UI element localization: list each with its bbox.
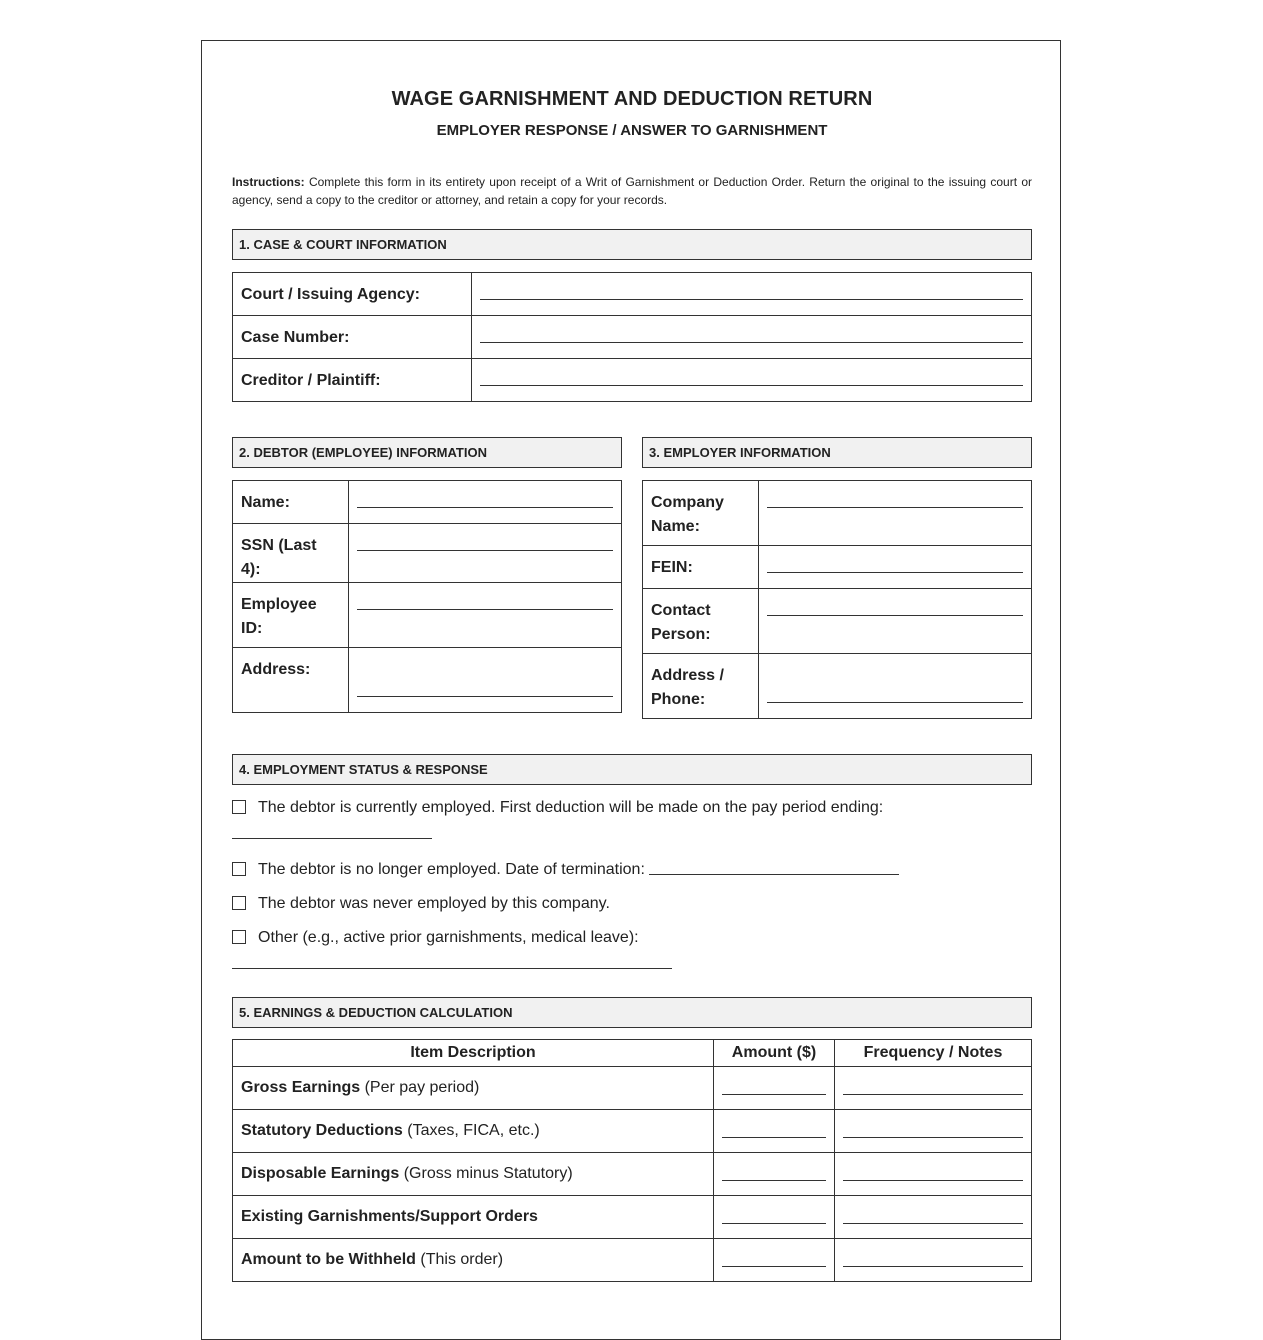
form-subtitle: EMPLOYER RESPONSE / ANSWER TO GARNISHMENT: [436, 122, 828, 139]
table-row: [233, 1067, 1032, 1110]
form-page: [201, 40, 1061, 1340]
row-note: (Taxes, FICA, etc.): [402, 1122, 540, 1139]
notes-field[interactable]: [835, 1153, 1032, 1196]
notes-field[interactable]: [835, 1239, 1032, 1282]
terminated-checkbox[interactable]: [232, 862, 246, 876]
table-row: [233, 1196, 1032, 1239]
amount-field[interactable]: [714, 1110, 835, 1153]
case-court-table: [232, 272, 1032, 402]
employed-checkbox[interactable]: [232, 800, 246, 814]
notes-field[interactable]: [835, 1067, 1032, 1110]
never-employed-label: The debtor was never employed by this company.: [258, 895, 610, 912]
terminated-label: The debtor is no longer employed. Date of termination:: [258, 861, 645, 878]
case-number-label: Case Number:: [233, 316, 472, 359]
court-agency-field[interactable]: [472, 273, 1032, 316]
amount-field[interactable]: [714, 1239, 835, 1282]
section-1-heading: 1. CASE & COURT INFORMATION: [232, 229, 1032, 260]
table-row: [233, 1153, 1032, 1196]
debtor-name-label: Name:: [233, 481, 349, 524]
earnings-table: [232, 1039, 1032, 1282]
section-5-heading: 5. EARNINGS & DEDUCTION CALCULATION: [232, 997, 1032, 1028]
contact-person-field[interactable]: [759, 589, 1032, 654]
employer-table: [642, 480, 1032, 719]
row-label: Statutory Deductions: [241, 1122, 403, 1139]
debtor-address-field[interactable]: [349, 648, 622, 713]
employee-id-label: Employee ID:: [233, 583, 349, 648]
row-label: Amount to be Withheld: [241, 1251, 416, 1268]
pay-period-ending-line[interactable]: [232, 838, 432, 839]
debtor-ssn-label: SSN (Last 4):: [233, 524, 349, 583]
amount-field[interactable]: [714, 1067, 835, 1110]
row-description: [233, 1067, 714, 1110]
instructions-label: Instructions:: [232, 175, 305, 189]
status-option-employed: [232, 799, 883, 817]
notes-field[interactable]: [835, 1110, 1032, 1153]
creditor-plaintiff-label: Creditor / Plaintiff:: [233, 359, 472, 402]
col-amount: Amount ($): [714, 1040, 835, 1067]
court-agency-label: Court / Issuing Agency:: [233, 273, 472, 316]
instructions: [232, 173, 1032, 209]
table-row: [233, 1239, 1032, 1282]
earnings-header-row: [233, 1040, 1032, 1067]
amount-field[interactable]: [714, 1196, 835, 1239]
debtor-ssn-field[interactable]: [349, 524, 622, 583]
row-note: (Per pay period): [360, 1079, 480, 1096]
row-description: [233, 1239, 714, 1282]
row-note: (This order): [415, 1251, 504, 1268]
debtor-name-field[interactable]: [349, 481, 622, 524]
section-4-heading: 4. EMPLOYMENT STATUS & RESPONSE: [232, 754, 1032, 785]
instructions-text: Complete this form in its entirety upon receipt of a Writ of Garnishment or Deduction Order. Return the original to the issuing court or agency, send a copy to the creditor or attorney, and retain a copy for your records.: [232, 175, 1032, 207]
col-item-description: Item Description: [233, 1040, 714, 1067]
creditor-plaintiff-field[interactable]: [472, 359, 1032, 402]
status-option-other: [232, 929, 639, 947]
other-label: Other (e.g., active prior garnishments, medical leave):: [258, 929, 639, 946]
row-note: (Gross minus Statutory): [399, 1165, 573, 1182]
col-frequency-notes: Frequency / Notes: [835, 1040, 1032, 1067]
section-2-heading: 2. DEBTOR (EMPLOYEE) INFORMATION: [232, 437, 622, 468]
never-employed-checkbox[interactable]: [232, 896, 246, 910]
employee-id-field[interactable]: [349, 583, 622, 648]
other-explanation-line[interactable]: [232, 968, 672, 969]
row-description: [233, 1196, 714, 1239]
company-name-field[interactable]: [759, 481, 1032, 546]
table-row: [233, 1110, 1032, 1153]
row-label: Gross Earnings: [241, 1079, 361, 1096]
notes-field[interactable]: [835, 1196, 1032, 1239]
employer-address-field[interactable]: [759, 654, 1032, 719]
row-label: Disposable Earnings: [241, 1165, 400, 1182]
employed-label: The debtor is currently employed. First deduction will be made on the pay period ending:: [258, 799, 884, 816]
debtor-address-label: Address:: [233, 648, 349, 713]
row-label: Existing Garnishments/Support Orders: [241, 1208, 538, 1225]
row-description: [233, 1110, 714, 1153]
fein-field[interactable]: [759, 546, 1032, 589]
debtor-table: [232, 480, 622, 713]
form-title: WAGE GARNISHMENT AND DEDUCTION RETURN: [391, 88, 873, 110]
other-checkbox[interactable]: [232, 930, 246, 944]
contact-person-label: Contact Person:: [643, 589, 759, 654]
amount-field[interactable]: [714, 1153, 835, 1196]
fein-label: FEIN:: [643, 546, 759, 589]
status-option-never-employed: [232, 895, 610, 913]
termination-date-line[interactable]: [649, 874, 899, 875]
employer-address-label: Address / Phone:: [643, 654, 759, 719]
status-option-terminated: [232, 861, 645, 879]
section-3-heading: 3. EMPLOYER INFORMATION: [642, 437, 1032, 468]
case-number-field[interactable]: [472, 316, 1032, 359]
company-name-label: Company Name:: [643, 481, 759, 546]
row-description: [233, 1153, 714, 1196]
